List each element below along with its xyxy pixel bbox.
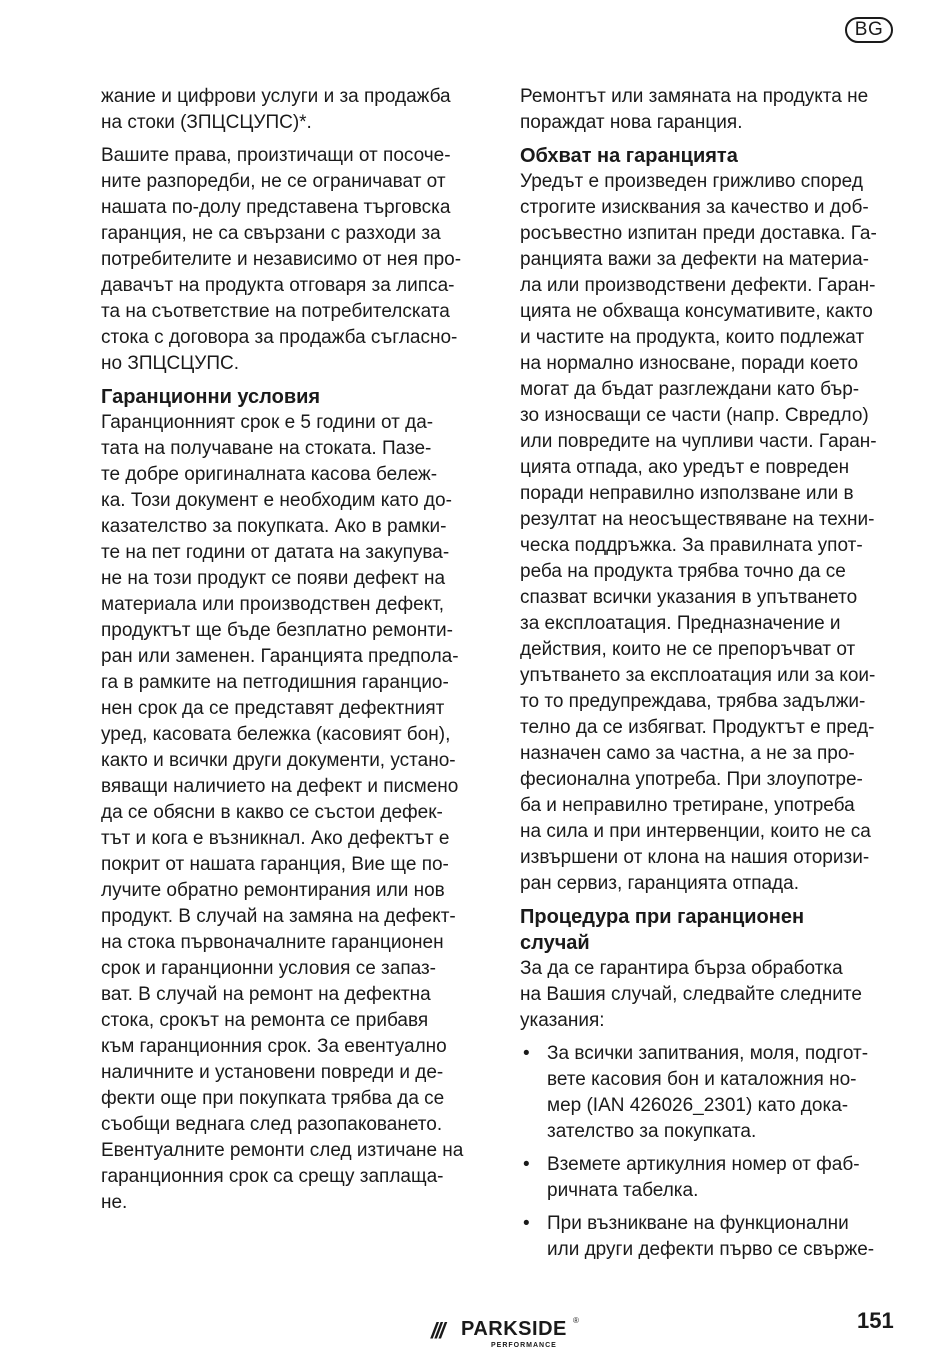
text-line: поради неправилно използване или в <box>520 483 854 504</box>
text-line: За всички запитвания, моля, подгот- <box>547 1043 869 1064</box>
text-line: нен срок да се представят дефектният <box>101 698 445 719</box>
language-badge: BG <box>845 17 893 43</box>
text-line: материала или производствен дефект, <box>101 594 445 615</box>
text-line: За да се гарантира бърза обработка <box>520 958 843 979</box>
text-line: фесионална употреба. При злоупотре- <box>520 769 863 790</box>
text-line: Ремонтът или замяната на продукта не <box>520 86 869 107</box>
text-line: на стоки (ЗПЦСЦУПС)*. <box>101 112 312 133</box>
text-line: уред, касовата бележка (касовият бон), <box>101 724 451 745</box>
text-line: потребителите и независимо от нея про- <box>101 249 462 270</box>
text-line: гаранция, не са свързани с разходи за <box>101 223 441 244</box>
paragraph-repair-note <box>520 84 900 136</box>
text-line: ранцията важи за дефекти на материа- <box>520 249 870 270</box>
text-line: то то предупреждава, трябва задължи- <box>520 691 866 712</box>
text-line: и частите на продукта, които подлежат <box>520 327 865 348</box>
heading-line: Процедура при гаранционен <box>520 906 805 928</box>
text-line: казателство за покупката. Ако в рамки- <box>101 516 447 537</box>
text-line: срок и гаранционни условия се запаз- <box>101 958 436 979</box>
text-line: спазват всички указания в упътването <box>520 587 858 608</box>
bullet-icon: • <box>523 1043 530 1064</box>
logo-slashes-icon: /// <box>431 1318 444 1343</box>
text-line: вете касовия бон и каталожния но- <box>547 1069 857 1090</box>
logo-subtitle: PERFORMANCE <box>491 1342 557 1349</box>
text-line: лучите обратно ремонтирания или нов <box>101 880 445 901</box>
page-number: 151 <box>857 1308 894 1333</box>
text-line: Вашите права, произтичащи от посоче- <box>101 145 451 166</box>
text-line: могат да бъдат разглеждани като бър- <box>520 379 860 400</box>
bullet-icon: • <box>523 1213 530 1234</box>
text-line: но ЗПЦСЦУПС. <box>101 353 240 374</box>
text-line: на нормално износване, поради което <box>520 353 859 374</box>
text-line: Евентуалните ремонти след изтичане на <box>101 1140 464 1161</box>
right-column <box>520 84 900 1263</box>
paragraph-rights <box>101 143 481 377</box>
text-line: на сила и при интервенции, които не са <box>520 821 871 842</box>
bullet-icon: • <box>523 1154 530 1175</box>
logo-name: PARKSIDE <box>461 1318 567 1340</box>
text-line: към гаранционния срок. За евентуално <box>101 1036 447 1057</box>
left-column <box>101 84 481 1216</box>
text-line: гаранционния срок са срещу заплаща- <box>101 1166 444 1187</box>
logo-registered-mark: ® <box>573 1316 579 1325</box>
text-line: назначен само за частна, а не за про- <box>520 743 855 764</box>
text-line: тата на получаване на стоката. Пазе- <box>101 438 432 459</box>
text-line: те добре оригиналната касова бележ- <box>101 464 438 485</box>
text-line: росъвестно изпитан преди доставка. Га- <box>520 223 877 244</box>
text-line: наличните и установени повреди и де- <box>101 1062 444 1083</box>
text-line: стока, срокът на ремонта се прибавя <box>101 1010 429 1031</box>
text-line: действия, които не се препоръчват от <box>520 639 856 660</box>
text-line: ческа поддръжка. За правилната упот- <box>520 535 863 556</box>
text-line: съобщи веднага след разопаковането. <box>101 1114 443 1135</box>
section-heading-warranty-procedure <box>520 904 900 956</box>
text-line: жание и цифрови услуги и за продажба <box>101 86 451 107</box>
text-line: за експлоатация. Предназначение и <box>520 613 841 634</box>
text-line: на Вашия случай, следвайте следните <box>520 984 862 1005</box>
section-heading-warranty-scope: Обхват на гаранцията <box>520 145 738 167</box>
text-line: реба на продукта трябва точно да се <box>520 561 846 582</box>
text-line: ните разпоредби, не се ограничават от <box>101 171 446 192</box>
text-line: указания: <box>520 1010 605 1031</box>
text-line: или други дефекти първо се свърже- <box>547 1239 875 1260</box>
text-line: пораждат нова гаранция. <box>520 112 743 133</box>
section-heading-warranty-conditions: Гаранционни условия <box>101 386 321 408</box>
text-line: покрит от нашата гаранция, Вие ще по- <box>101 854 449 875</box>
text-line: стока с договора за продажба съгласно- <box>101 327 458 348</box>
text-line: извършени от клона на нашия оторизи- <box>520 847 870 868</box>
paragraph-warranty-scope <box>520 169 900 897</box>
text-line: телно да се избягват. Продуктът е пред- <box>520 717 875 738</box>
text-line: ран или заменен. Гаранцията предпола- <box>101 646 459 667</box>
text-line: те на пет години от датата на закупува- <box>101 542 450 563</box>
text-line: ла или производствени дефекти. Гаран- <box>520 275 876 296</box>
text-line: не на този продукт се появи дефект на <box>101 568 446 589</box>
list-item <box>520 1041 900 1145</box>
text-line: продукт. В случай на замяна на дефект- <box>101 906 456 927</box>
text-line: вяващи наличието на дефект и писмено <box>101 776 459 797</box>
text-line: упътването за експлоатация или за кои- <box>520 665 876 686</box>
text-line: фекти още при покупката трябва да се <box>101 1088 445 1109</box>
text-line: ричната табелка. <box>547 1180 699 1201</box>
text-line: резултат на неосъществяване на техни- <box>520 509 875 530</box>
text-line: га в рамките на петгодишния гаранцио- <box>101 672 449 693</box>
text-line: не. <box>101 1192 128 1213</box>
text-line: нашата по-долу представена търговска <box>101 197 451 218</box>
text-line: мер (IAN 426026_2301) като дока- <box>547 1095 849 1116</box>
text-line: ват. В случай на ремонт на дефектна <box>101 984 431 1005</box>
list-item <box>520 1211 900 1263</box>
paragraph-warranty-conditions <box>101 410 481 1216</box>
text-line: ка. Този документ е необходим като до- <box>101 490 452 511</box>
text-line: При възникване на функционални <box>547 1213 849 1234</box>
paragraph-procedure-intro <box>520 956 900 1034</box>
text-line: или повредите на чупливи части. Гаран- <box>520 431 877 452</box>
text-line: строгите изисквания за качество и доб- <box>520 197 869 218</box>
text-line: зо износващи се части (напр. Свредло) <box>520 405 869 426</box>
parkside-logo <box>431 1316 591 1352</box>
text-line: да се обясни в какво се състои дефек- <box>101 802 443 823</box>
paragraph-intro <box>101 84 481 136</box>
text-line: продуктът ще бъде безплатно ремонти- <box>101 620 453 641</box>
text-line: на стока първоначалните гаранционен <box>101 932 444 953</box>
text-line: ран сервиз, гаранцията отпада. <box>520 873 799 894</box>
text-line: както и всички други документи, устано- <box>101 750 456 771</box>
text-line: ба и неправилно третиране, употреба <box>520 795 855 816</box>
text-line: давачът на продукта отговаря за липса- <box>101 275 455 296</box>
text-line: та на съответствие на потребителската <box>101 301 450 322</box>
text-line: цията отпада, ако уредът е повреден <box>520 457 850 478</box>
text-line: цията не обхваща консумативите, както <box>520 301 873 322</box>
text-line: тът и кога е възникнал. Ако дефектът е <box>101 828 450 849</box>
text-line: Вземете артикулния номер от фаб- <box>547 1154 860 1175</box>
heading-line: случай <box>520 932 590 954</box>
list-item <box>520 1152 900 1204</box>
text-line: зателство за покупката. <box>547 1121 757 1142</box>
text-line: Гаранционният срок е 5 години от да- <box>101 412 434 433</box>
text-line: Уредът е произведен грижливо според <box>520 171 863 192</box>
